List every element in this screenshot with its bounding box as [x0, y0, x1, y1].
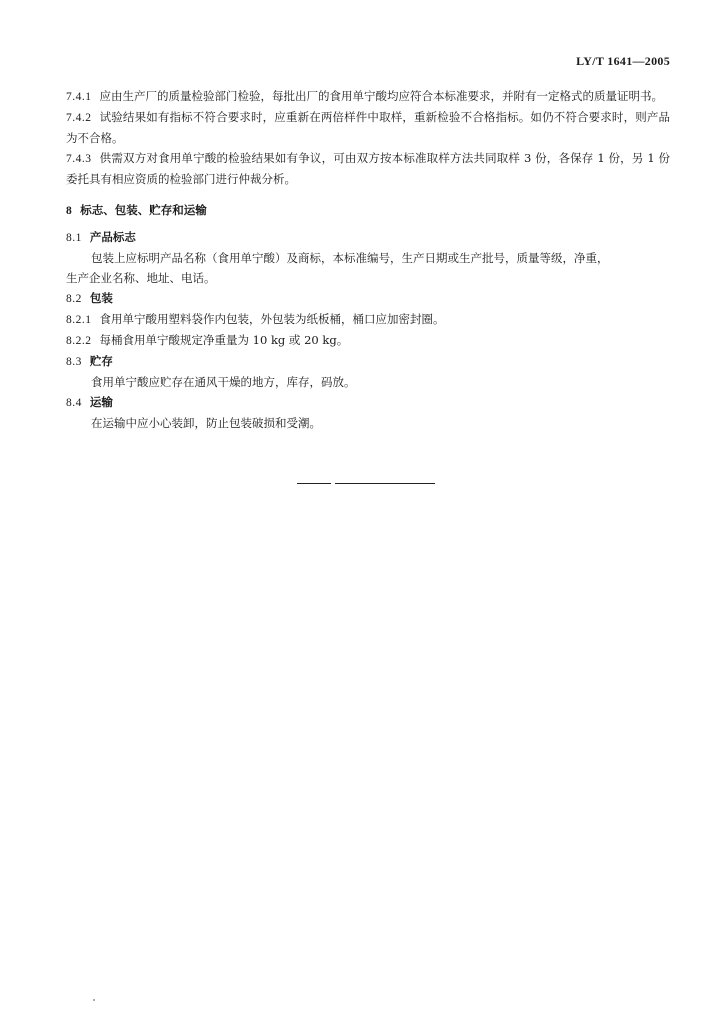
- document-body: [66, 86, 670, 433]
- end-rule-segment: [335, 483, 435, 484]
- clause-number: 7.4.1: [66, 91, 92, 103]
- clause-number: 7.4.3: [66, 153, 92, 165]
- clause-text: 应由生产厂的质量检验部门检验，每批出厂的食用单宁酸均应符合本标准要求，并附有一定格式的质量证明书。: [99, 89, 663, 103]
- clause-text: 供需双方对食用单宁酸的检验结果如有争议，可由双方按本标准取样方法共同取样 3 份，各保存 1 份，另 1 份委托具有相应资质的检验部门进行仲裁分析。: [66, 151, 670, 186]
- clause-title: 产品标志: [89, 230, 136, 244]
- clause-8-1-heading: [66, 227, 670, 248]
- clause-8-2-1: [66, 309, 670, 330]
- end-rule-segment: [297, 483, 331, 484]
- clause-8-4-body: 在运输中应小心装卸，防止包装破损和受潮。: [91, 416, 321, 430]
- clause-7-4-3: [66, 148, 670, 189]
- section-8-heading: [66, 200, 670, 221]
- scan-speck: [93, 999, 95, 1001]
- clause-8-2-heading: [66, 288, 670, 309]
- standard-code-header: LY/T 1641—2005: [576, 54, 670, 68]
- clause-text: 每桶食用单宁酸规定净重量为 10 kg 或 20 kg。: [99, 333, 349, 347]
- clause-8-1-body: 包装上应标明产品名称（食用单宁酸）及商标，本标准编号，生产日期或生产批号，质量等级，净重，: [91, 251, 609, 265]
- clause-number: 8.2: [66, 293, 82, 305]
- clause-title: 包装: [89, 291, 113, 305]
- clause-number: 8.3: [66, 356, 82, 368]
- clause-8-3-body: 食用单宁酸应贮存在通风干燥的地方，库存，码放。: [91, 375, 356, 389]
- clause-title: 贮存: [89, 354, 113, 368]
- clause-7-4-1: [66, 86, 670, 107]
- clause-number: 8.2.2: [66, 335, 92, 347]
- clause-number: 7.4.2: [66, 112, 92, 124]
- clause-number: 8.4: [66, 397, 82, 409]
- clause-number: 8.2.1: [66, 314, 92, 326]
- clause-text: 试验结果如有指标不符合要求时，应重新在两倍样件中取样，重新检验不合格指标。如仍不符合要求时，则产品为不合格。: [66, 110, 670, 145]
- clause-text: 食用单宁酸用塑料袋作内包装，外包装为纸板桶，桶口应加密封圈。: [99, 312, 445, 326]
- clause-7-4-2: [66, 107, 670, 148]
- section-title: 标志、包装、贮存和运输: [80, 203, 207, 217]
- clause-title: 运输: [89, 395, 113, 409]
- clause-8-2-2: [66, 330, 670, 351]
- end-of-document-rule: [297, 482, 437, 486]
- clause-number: 8.1: [66, 232, 82, 244]
- clause-8-3-heading: [66, 351, 670, 372]
- clause-8-1-body-cont: 生产企业名称、地址、电话。: [66, 271, 216, 285]
- clause-8-4-heading: [66, 392, 670, 413]
- section-number: 8: [66, 205, 73, 217]
